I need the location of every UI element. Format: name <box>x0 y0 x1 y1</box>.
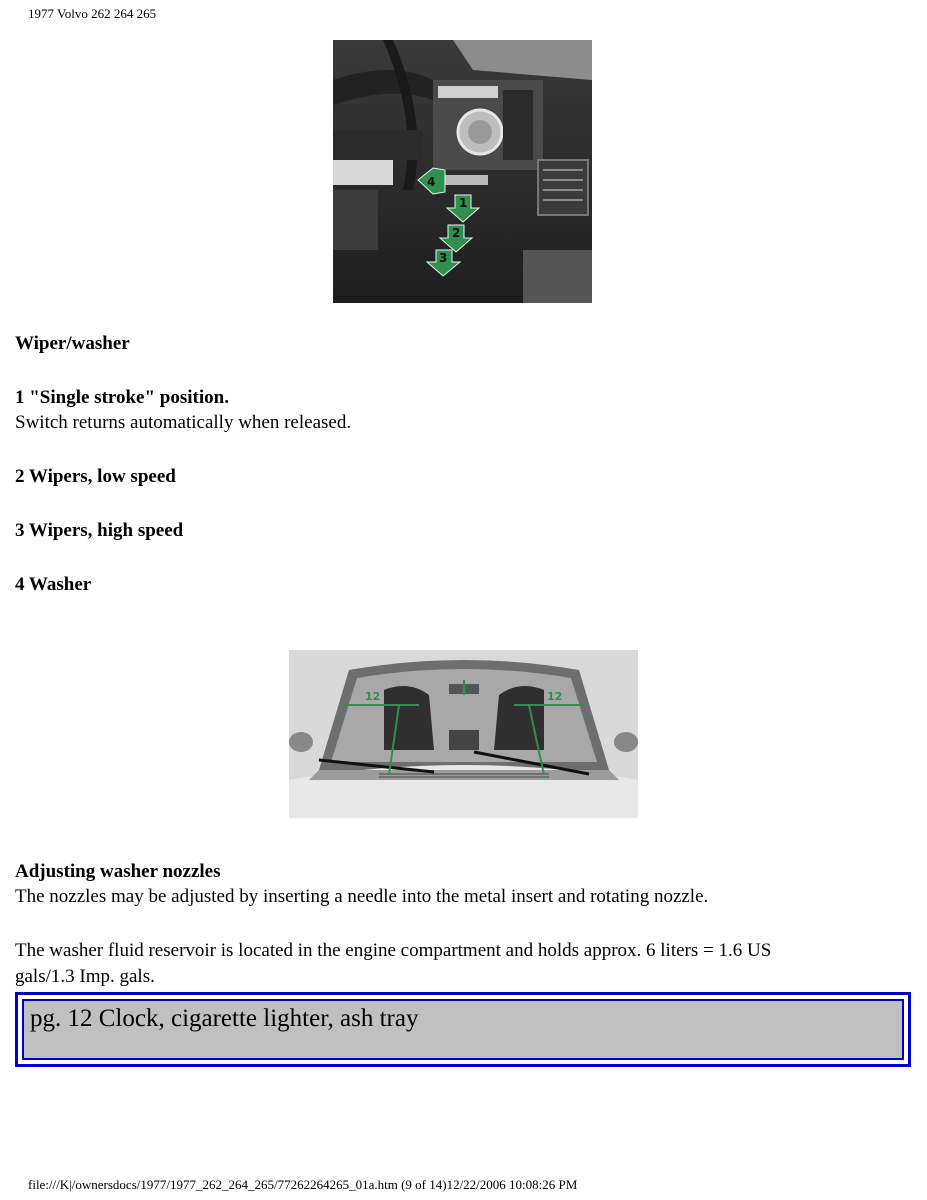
page-footer-path: file:///K|/ownersdocs/1977/1977_262_264_265/77262264265_01a.htm (9 of 14)12/22/2006 10:08:26 PM <box>28 1177 578 1192</box>
callout-1-label: 1 <box>459 196 468 210</box>
windshield-nozzle-diagram-photo <box>289 650 638 818</box>
item-1-text: Switch returns automatically when released. <box>15 412 352 433</box>
page-header-title: 1977 Volvo 262 264 265 <box>28 6 157 21</box>
measurement-label-left: 12 <box>365 690 381 703</box>
next-page-link[interactable]: pg. 12 Clock, cigarette lighter, ash tray <box>22 999 904 1060</box>
nozzle-adjust-text: The nozzles may be adjusted by inserting a needle into the metal insert and rotating nozzle. <box>15 886 709 907</box>
item-1-heading: 1 "Single stroke" position. <box>15 387 229 408</box>
measurement-label-right: 12 <box>547 690 563 703</box>
reservoir-text-line-2: gals/1.3 Imp. gals. <box>15 966 155 987</box>
item-3-heading: 3 Wipers, high speed <box>15 520 184 541</box>
callout-3-label: 3 <box>439 251 448 265</box>
callout-4-label: 4 <box>427 175 436 189</box>
item-2-heading: 2 Wipers, low speed <box>15 466 176 487</box>
next-page-nav-box <box>15 992 911 1067</box>
callout-2-label: 2 <box>452 226 461 240</box>
section-title-adjusting-nozzles: Adjusting washer nozzles <box>15 861 221 882</box>
dashboard-wiper-switch-photo <box>333 40 592 303</box>
item-4-heading: 4 Washer <box>15 574 92 595</box>
reservoir-text-line-1: The washer fluid reservoir is located in the engine compartment and holds approx. 6 liters = 1.6 US <box>15 940 772 961</box>
section-title-wiper-washer: Wiper/washer <box>15 333 130 354</box>
